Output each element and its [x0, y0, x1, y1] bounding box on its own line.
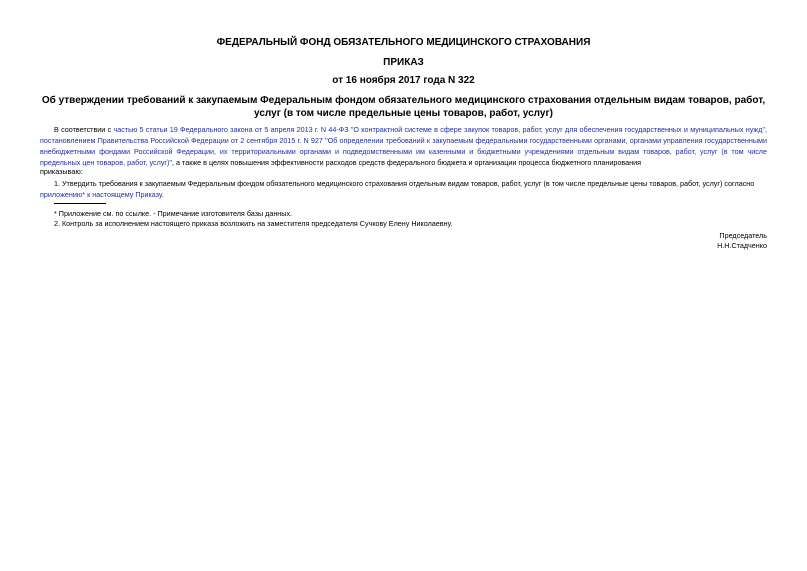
paragraph-basis	[40, 124, 767, 168]
paragraph-basis-prefix: В соответствии с	[54, 125, 114, 134]
item-1-prefix: 1. Утвердить требования к закупаемым Федеральным фондом обязательного медицинского страхования отдельным видам товаров, работ, услуг (в том числе предельные цены товаров, работ, услуг) согласно	[54, 179, 755, 188]
signature-position: Председатель	[719, 231, 767, 240]
document-date-heading: от 16 ноября 2017 года N 322	[332, 75, 475, 86]
footnote-divider	[54, 203, 106, 204]
item-1-suffix: .	[161, 190, 164, 199]
paragraph-item-1	[40, 178, 767, 200]
document-type-heading: ПРИКАЗ	[383, 57, 424, 68]
paragraph-basis-suffix: , а также в целях повышения эффективности расходов средств федерального бюджета и организации процесса бюджетного планирования	[172, 158, 642, 167]
signature-name: Н.Н.Стадченко	[717, 241, 767, 250]
document-title: Об утверждении требований к закупаемым Федеральным фондом обязательного медицинского страхования отдельным видам товаров, работ, услуг (в том числе предельные цены товаров, работ, услуг)	[41, 95, 766, 119]
paragraph-item-2: 2. Контроль за исполнением настоящего приказа возложить на заместителя председателя Сучкову Елену Николаевну.	[54, 219, 453, 228]
order-word: приказываю:	[40, 167, 83, 176]
organization-heading: ФЕДЕРАЛЬНЫЙ ФОНД ОБЯЗАТЕЛЬНОГО МЕДИЦИНСКОГО СТРАХОВАНИЯ	[216, 37, 591, 48]
appendix-link[interactable]: приложению* к настоящему Приказу	[40, 190, 162, 199]
footnote: * Приложение см. по ссылке. - Примечание изготовителя базы данных.	[54, 209, 293, 218]
law-reference-link[interactable]: частью 5 статьи 19 Федерального закона от 5 апреля 2013 г. N 44-ФЗ "О контрактной системе в сфере закупок товаров, работ, услуг для обеспечения государственных и муниципальных нужд", постановлением Правительства Российской Федерации от 2 сентября 2015 г. N 927 "Об определении требований к закупаемым федеральными государственными органами, органами управления государственными внебюджетными фондами Российской Федерации, их территориальными органами и подведомственными им казенными и бюджетными учреждениями отдельным видам товаров, работ, услуг (в том числе предельных цен товаров, работ, услуг)"	[40, 125, 767, 167]
